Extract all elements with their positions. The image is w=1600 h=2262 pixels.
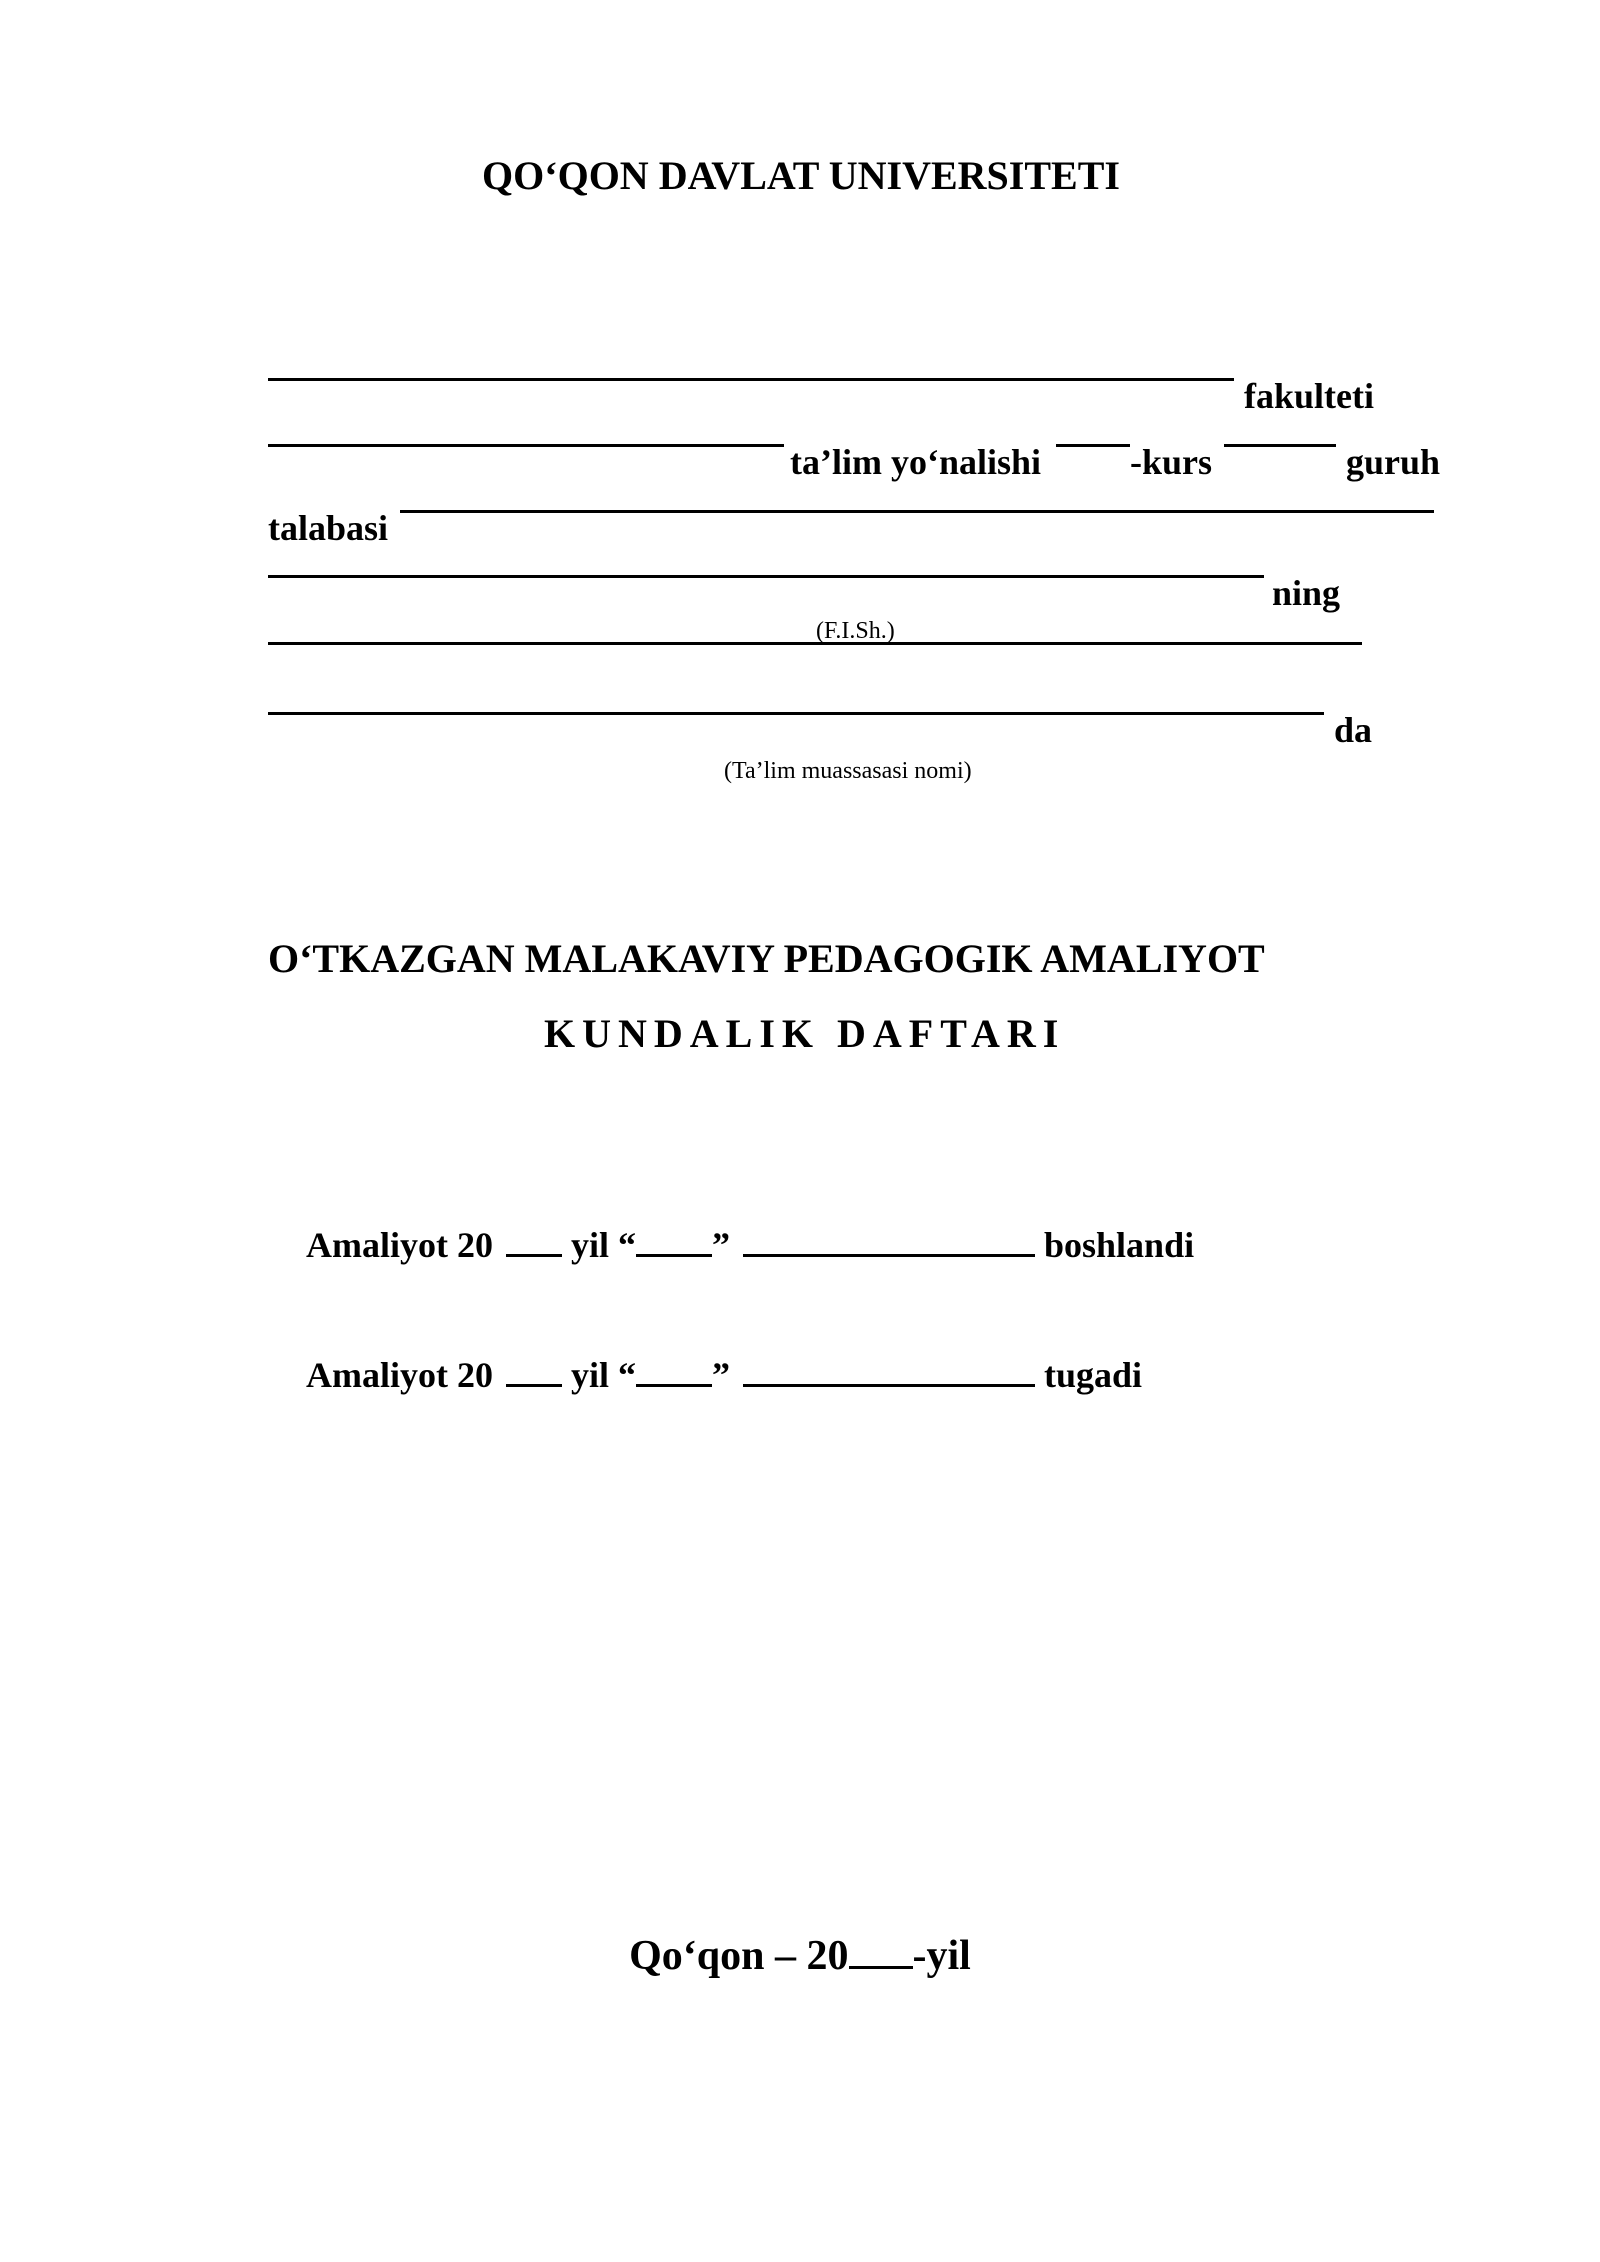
practice-start-row [306,1224,1194,1266]
practice-end-close-quote: ” [712,1355,730,1395]
direction-blank[interactable] [268,444,784,447]
practice-start-open-quote: “ [618,1225,636,1265]
footer-year-blank[interactable] [849,1966,913,1969]
institution-caption: (Ta’lim muassasasi nomi) [724,758,972,784]
institution-blank-2[interactable] [268,712,1324,715]
group-label: guruh [1346,442,1441,482]
course-label: -kurs [1130,442,1213,482]
faculty-label: fakulteti [1244,376,1374,416]
practice-start-yil: yil [570,1225,609,1265]
footer-city-year [0,1932,1600,1980]
course-blank[interactable] [1056,444,1130,447]
university-title: QO‘QON DAVLAT UNIVERSITETI [482,153,1120,198]
practice-end-status: tugadi [1044,1355,1143,1395]
institution-blank-1[interactable] [268,642,1362,645]
practice-start-close-quote: ” [712,1225,730,1265]
practice-end-day-blank[interactable] [636,1384,712,1387]
practice-end-yil: yil [570,1355,609,1395]
student-blank[interactable] [400,510,1434,513]
practice-end-row [306,1354,1142,1396]
diary-heading: KUNDALIK DAFTARI [544,1011,1066,1056]
fish-caption: (F.I.Sh.) [816,618,895,644]
student-label: talabasi [268,508,389,548]
practice-start-month-blank[interactable] [743,1254,1035,1257]
footer-suffix: -yil [912,1933,971,1979]
direction-label: ta’lim yo‘nalishi [790,442,1042,482]
practice-start-day-blank[interactable] [636,1254,712,1257]
group-blank[interactable] [1224,444,1336,447]
practice-start-status: boshlandi [1044,1225,1195,1265]
practice-end-open-quote: “ [618,1355,636,1395]
practice-heading: O‘TKAZGAN MALAKAVIY PEDAGOGIK AMALIYOT [268,936,1265,981]
ning-label: ning [1272,573,1341,613]
footer-city: Qo‘qon – 20 [629,1933,849,1979]
practice-start-year-blank[interactable] [506,1254,562,1257]
practice-end-prefix: Amaliyot 20 [306,1355,493,1395]
practice-end-month-blank[interactable] [743,1384,1035,1387]
practice-start-prefix: Amaliyot 20 [306,1225,493,1265]
practice-end-year-blank[interactable] [506,1384,562,1387]
faculty-blank[interactable] [268,378,1234,381]
da-label: da [1334,710,1373,750]
name-blank[interactable] [268,575,1264,578]
